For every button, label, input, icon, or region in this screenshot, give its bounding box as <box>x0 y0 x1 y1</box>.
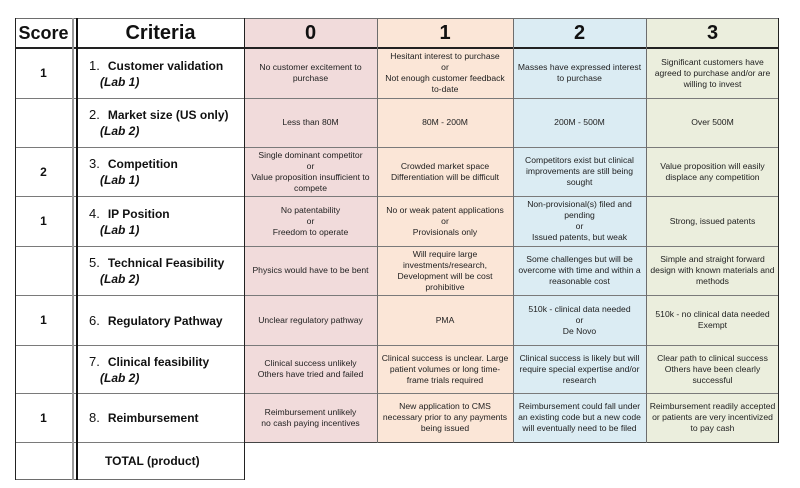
total-score-cell[interactable] <box>15 442 72 479</box>
description-line: Clinical success unlikely <box>264 358 357 368</box>
header-criteria: Criteria <box>125 21 196 44</box>
level-2-description <box>513 98 646 147</box>
criteria-lab: (Lab 2) <box>100 272 140 286</box>
description-line: 200M - 500M <box>554 117 605 127</box>
criteria-number: 6. <box>89 312 100 328</box>
description-line: Crowded market space <box>400 160 490 171</box>
level-divider <box>377 18 378 443</box>
description-line: Non-provisional(s) filed and <box>527 199 632 209</box>
level-1-description <box>377 345 513 393</box>
criteria-name: Reimbursement <box>107 411 199 425</box>
description-line: being issued <box>420 423 470 433</box>
level-3-description <box>646 393 779 442</box>
description-line: an existing code but a new code <box>518 412 641 422</box>
level-2-description <box>513 345 646 393</box>
description-line: patient volumes or long time- <box>389 363 501 374</box>
criteria-title <box>89 58 223 73</box>
description-line: 510k - no clinical data needed <box>655 309 770 319</box>
criteria-title <box>89 354 209 369</box>
level-3-description <box>646 196 779 246</box>
level-3-description <box>646 295 779 345</box>
level-0-description <box>244 393 377 442</box>
description-line: Strong, issued patents <box>669 215 756 226</box>
score-cell[interactable] <box>15 98 72 147</box>
description-line: Reimbursement could fall under <box>518 401 641 411</box>
description-line: Simple and straight forward <box>660 254 765 264</box>
description-line: Clinical success is unclear. Large <box>381 352 509 363</box>
description-line: frame trials required <box>406 374 484 385</box>
row-separator <box>15 147 779 148</box>
level-1-description <box>377 196 513 246</box>
row-separator <box>15 393 779 394</box>
description-line: No or weak patent applications <box>386 204 504 215</box>
description-line: Value proposition insufficient to <box>251 171 370 182</box>
description-line: necessary prior to any payments <box>382 412 508 422</box>
criteria-number: 2. <box>89 107 100 122</box>
score-cell[interactable] <box>15 345 72 393</box>
level-2-description <box>513 393 646 442</box>
criteria-name: IP Position <box>107 206 170 221</box>
criteria-name: Competition <box>107 157 178 171</box>
level-3-description <box>646 345 779 393</box>
header-level-2: 2 <box>513 18 646 48</box>
criteria-name: Technical Feasibility <box>107 256 225 270</box>
header-score: Score <box>18 22 69 43</box>
level-0-description <box>244 345 377 393</box>
header-level-0: 0 <box>244 18 377 48</box>
criteria-left-double-border <box>76 18 78 480</box>
description-line: Physics would have to be bent <box>252 265 369 275</box>
criteria-number: 3. <box>89 156 100 171</box>
description-line: research <box>562 374 597 385</box>
description-line: investments/research, <box>402 259 488 270</box>
level-2-description <box>513 48 646 98</box>
description-line: Less than 80M <box>282 117 339 127</box>
level-0-description <box>244 295 377 345</box>
score-cell[interactable]: 1 <box>40 313 47 327</box>
description-line: will eventually need to be filed <box>522 423 637 433</box>
description-line: improvements are still being <box>526 166 633 176</box>
description-line: reasonable cost <box>549 276 610 286</box>
table-left-border <box>15 18 16 480</box>
criteria-cell <box>77 147 244 196</box>
row-separator <box>15 98 779 99</box>
criteria-lab: (Lab 1) <box>100 74 140 89</box>
description-line: overcome with time and within a <box>518 265 641 275</box>
criteria-lab: (Lab 1) <box>100 173 140 187</box>
criteria-name: Clinical feasibility <box>107 354 210 369</box>
description-line: or <box>306 215 315 226</box>
description-line: Competitors exist but clinical <box>525 155 634 165</box>
table-right-border <box>778 18 779 443</box>
description-line: Significant customers have <box>661 56 764 67</box>
row-separator <box>15 196 779 197</box>
level-2-description <box>513 196 646 246</box>
row-separator <box>15 345 779 346</box>
level-0-description <box>244 196 377 246</box>
criteria-title <box>89 156 178 171</box>
level-1-description <box>377 246 513 295</box>
description-line: compete <box>294 182 327 193</box>
score-cell[interactable]: 1 <box>40 66 47 80</box>
row-separator <box>15 246 779 247</box>
header-level-1: 1 <box>377 18 513 48</box>
table-top-border <box>15 18 779 19</box>
description-line: Unclear regulatory pathway <box>258 314 363 325</box>
description-line: willing to invest <box>683 78 742 89</box>
description-line: Clinical success is likely but will <box>519 352 640 363</box>
description-line: methods <box>696 276 729 286</box>
total-label: TOTAL (product) <box>105 453 200 468</box>
level-0-description <box>244 246 377 295</box>
level-3-description <box>646 48 779 98</box>
level-0-description <box>244 48 377 98</box>
criteria-cell <box>77 393 244 442</box>
description-line: Others have been clearly <box>664 363 761 374</box>
level-divider <box>646 18 647 443</box>
criteria-title <box>89 255 224 270</box>
level-2-description <box>513 295 646 345</box>
level-1-description <box>377 98 513 147</box>
level-1-description <box>377 393 513 442</box>
description-line: or <box>441 62 449 72</box>
criteria-cell <box>77 98 244 147</box>
description-line: Reimbursement unlikely <box>264 406 357 417</box>
description-line: Not enough customer feedback <box>385 73 505 83</box>
level-0-description <box>244 98 377 147</box>
description-line: displace any competition <box>665 171 760 182</box>
level-divider <box>513 18 514 443</box>
criteria-title <box>89 410 199 425</box>
criteria-number: 5. <box>89 255 100 270</box>
description-line: no cash paying incentives <box>261 417 360 428</box>
description-line: No patentability <box>280 204 341 215</box>
description-line: or <box>575 314 584 325</box>
level-0-description <box>244 147 377 196</box>
criteria-cell <box>77 196 244 246</box>
description-line: Development will be cost <box>397 270 493 281</box>
description-line: No customer excitement to <box>259 62 362 72</box>
description-line: Some challenges but will be <box>526 254 633 264</box>
description-line: Freedom to operate <box>272 226 349 237</box>
level-1-description <box>377 48 513 98</box>
description-line: Masses have expressed interest <box>517 62 642 72</box>
row-separator <box>15 295 779 296</box>
description-line: design with known materials and <box>650 265 775 275</box>
description-line: 80M - 200M <box>422 117 468 127</box>
header-separator <box>15 47 779 49</box>
level-1-description <box>377 295 513 345</box>
description-line: PMA <box>435 314 455 325</box>
description-line: De Novo <box>562 325 597 336</box>
description-line: require special expertise and/or <box>519 363 640 374</box>
description-line: 510k - clinical data needed <box>528 303 631 314</box>
score-cell[interactable]: 1 <box>40 410 47 425</box>
criteria-number: 8. <box>89 410 100 425</box>
description-line: Clear path to clinical success <box>657 352 768 363</box>
table-bottom-border <box>15 479 244 480</box>
description-line: to-date <box>431 84 459 94</box>
criteria-right-border <box>244 18 245 480</box>
criteria-cell <box>77 246 244 295</box>
criteria-number: 4. <box>89 205 100 221</box>
score-cell[interactable]: 1 <box>40 214 47 228</box>
score-cell[interactable] <box>15 246 72 295</box>
level-2-description <box>513 246 646 295</box>
criteria-title <box>89 313 223 328</box>
level-1-description <box>377 147 513 196</box>
criteria-number: 1. <box>89 57 100 73</box>
description-line: purchase <box>292 73 329 83</box>
description-line: Single dominant competitor <box>258 149 363 160</box>
description-line: New application to CMS <box>399 401 491 411</box>
level-3-description <box>646 246 779 295</box>
criteria-cell <box>77 345 244 393</box>
level-3-description <box>646 98 779 147</box>
description-line: to pay cash <box>690 423 735 433</box>
criteria-lab: (Lab 2) <box>100 370 140 385</box>
description-line: or <box>575 221 584 231</box>
description-line: Differentiation will be difficult <box>390 171 500 182</box>
criteria-cell <box>77 295 244 345</box>
description-line: Others have tried and failed <box>257 369 364 379</box>
criteria-name: Customer validation <box>107 58 224 73</box>
criteria-title <box>89 206 170 221</box>
level-3-description <box>646 147 779 196</box>
score-column-border <box>72 18 74 480</box>
levels-bottom-border <box>244 442 779 443</box>
criteria-name: Market size (US only) <box>107 108 229 122</box>
description-line: prohibitive <box>425 281 465 292</box>
description-line: Will require large <box>412 248 478 259</box>
description-line: or <box>441 215 449 226</box>
description-line: pending <box>564 210 595 220</box>
description-line: Reimbursement readily accepted <box>649 401 776 411</box>
criteria-title <box>89 107 229 122</box>
description-line: to purchase <box>557 73 602 83</box>
description-line: or patients are very incentivized <box>652 412 773 422</box>
score-cell[interactable]: 2 <box>40 164 47 179</box>
description-line: Issued patents, but weak <box>531 232 628 242</box>
description-line: Value proposition will easily <box>660 160 765 171</box>
level-2-description <box>513 147 646 196</box>
description-line: Provisionals only <box>412 226 478 237</box>
criteria-number: 7. <box>89 353 100 369</box>
description-line: Hesitant interest to purchase <box>390 51 500 61</box>
criteria-cell <box>77 48 244 98</box>
description-line: Exempt <box>697 320 728 330</box>
header-level-3: 3 <box>646 18 779 48</box>
description-line: or <box>306 160 315 171</box>
criteria-lab: (Lab 2) <box>100 124 140 138</box>
description-line: Over 500M <box>691 117 734 127</box>
criteria-lab: (Lab 1) <box>100 222 140 237</box>
description-line: agreed to purchase and/or are <box>654 67 771 78</box>
criteria-name: Regulatory Pathway <box>107 313 223 328</box>
description-line: successful <box>692 374 733 385</box>
description-line: sought <box>566 177 593 187</box>
